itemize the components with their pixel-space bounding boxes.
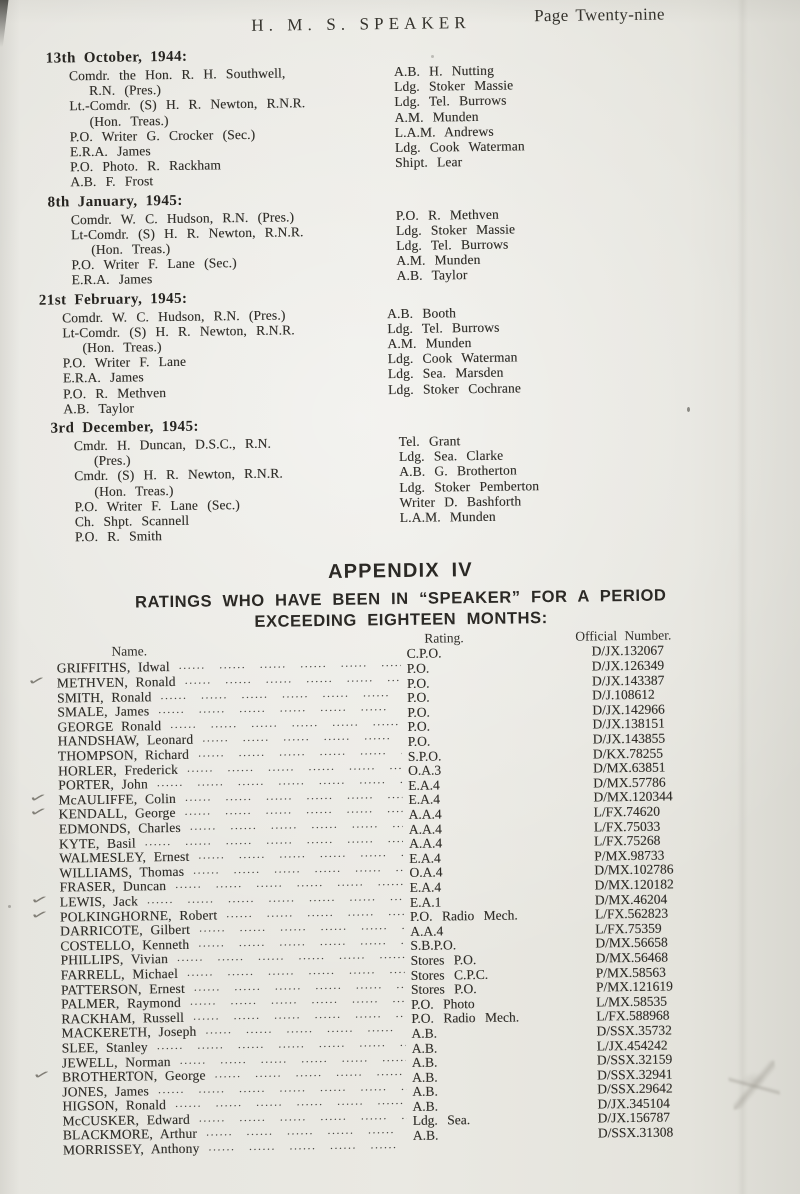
rating-name-text: Ldg. Stoker Pemberton bbox=[399, 477, 540, 495]
rating-full-name: KYTE, Basil bbox=[58, 835, 136, 852]
rating-full-name: GEORGE Ronald bbox=[57, 718, 162, 735]
officer-line bbox=[70, 170, 395, 189]
official-number-cell: D/JX.143387 bbox=[591, 672, 665, 689]
rating-full-name: DARRICOTE, Gilbert bbox=[60, 921, 191, 939]
officers-column bbox=[51, 434, 400, 545]
official-number-cell: L/FX.75033 bbox=[593, 818, 661, 835]
rating-cell: A.B. bbox=[411, 1054, 438, 1070]
page-number: Page Twenty-nine bbox=[534, 4, 665, 26]
ratings-column bbox=[396, 203, 727, 283]
officer-name-text: Comdr. W. C. Hudson, R.N. (Pres.) bbox=[61, 307, 286, 326]
rating-cell: P.O. Radio Mech. bbox=[409, 907, 518, 925]
rating-name-text: Tel. Grant bbox=[398, 433, 461, 450]
rating-cell: P.O. bbox=[406, 660, 430, 677]
rating-full-name: JONES, James bbox=[62, 1083, 150, 1100]
official-number-cell: P/MX.121619 bbox=[595, 978, 673, 995]
rating-full-name: MACKERETH, Joseph bbox=[61, 1024, 197, 1041]
officer-name-text: Cmdr. (S) H. R. Newton, R.N.R. bbox=[74, 465, 283, 484]
rating-full-name: PATTERSON, Ernest bbox=[60, 980, 185, 998]
rating-full-name: BLACKMORE, Arthur bbox=[62, 1126, 198, 1143]
rating-full-name: SMALE, James bbox=[57, 703, 150, 720]
official-number-cell: D/MX.120182 bbox=[594, 876, 674, 893]
rating-full-name: FARRELL, Michael bbox=[60, 965, 179, 983]
pencil-checkmark-icon bbox=[26, 673, 47, 690]
official-number-cell: D/MX.56658 bbox=[595, 934, 668, 951]
rating-name-text: Ldg. Tel. Burrows bbox=[396, 236, 509, 254]
rating-cell: S.B.P.O. bbox=[410, 937, 457, 954]
officer-name-text: Ch. Shpt. Scannell bbox=[74, 512, 190, 530]
officers-column bbox=[48, 208, 397, 289]
rating-name-text: Ldg. Cook Waterman bbox=[387, 349, 518, 367]
appendix-title: APPENDIX IV bbox=[327, 559, 474, 584]
rating-full-name: PHILLIPS, Vivian bbox=[60, 951, 169, 968]
rating-full-name: BROTHERTON, George bbox=[61, 1067, 206, 1085]
rating-full-name: RACKHAM, Russell bbox=[61, 1009, 185, 1027]
rating-full-name: WALMESLEY, Ernest bbox=[59, 848, 190, 866]
rating-name-text: Ldg. Sea. Clarke bbox=[398, 447, 504, 465]
officer-name-text: E.R.A. James bbox=[71, 271, 153, 288]
officer-name-text: Lt-Comdr. (S) H. R. Newton, R.N.R. bbox=[62, 322, 295, 341]
rating-cell: P.O. Radio Mech. bbox=[411, 1009, 520, 1027]
rating-cell: C.P.O. bbox=[406, 645, 442, 662]
officer-name-text: E.R.A. James bbox=[69, 143, 151, 160]
rating-name-text: Ldg. Cook Waterman bbox=[394, 138, 525, 156]
pencil-checkmark-icon bbox=[28, 804, 49, 821]
official-number-cell: P/MX.58563 bbox=[595, 964, 666, 981]
rating-full-name: THOMPSON, Richard bbox=[57, 746, 190, 764]
rating-full-name: EDMONDS, Charles bbox=[58, 819, 181, 837]
rating-full-name: WILLIAMS, Thomas bbox=[59, 863, 185, 881]
rating-full-name: SLEE, Stanley bbox=[61, 1039, 148, 1056]
rating-cell: A.A.4 bbox=[408, 821, 442, 837]
column-header-rating: Rating. bbox=[424, 630, 464, 647]
rating-cell: A.A.4 bbox=[408, 835, 443, 852]
officer-name-text: A.B. F. Frost bbox=[70, 173, 154, 190]
rating-cell: P.O. bbox=[407, 689, 430, 706]
rating-name-text: L.A.M. Andrews bbox=[394, 123, 494, 140]
rating-name-text: Ldg. Tel. Burrows bbox=[387, 319, 500, 336]
rating-cell: P.O. bbox=[406, 675, 430, 691]
meeting-columns bbox=[46, 59, 796, 190]
rating-cell: E.A.4 bbox=[409, 879, 442, 895]
rating-cell: P.O. bbox=[407, 704, 430, 720]
officer-name-text: P.O. Writer F. Lane (Sec.) bbox=[74, 496, 240, 515]
officer-name-text: P.O. Photo. R. Rackham bbox=[70, 157, 222, 175]
rating-full-name: SMITH, Ronald bbox=[56, 688, 152, 706]
page-title: H. M. S. SPEAKER bbox=[251, 13, 471, 35]
rating-cell: O.A.3 bbox=[407, 762, 442, 779]
officers-column bbox=[39, 306, 388, 417]
officer-name-text: Cmdr. H. Duncan, D.S.C., R.N. bbox=[73, 435, 272, 454]
meeting-section bbox=[50, 411, 800, 545]
rating-cell: E.A.1 bbox=[409, 894, 442, 910]
officer-name-text: P.O. Writer G. Crocker (Sec.) bbox=[69, 126, 256, 145]
rating-line bbox=[395, 151, 725, 171]
rating-full-name: JEWELL, Norman bbox=[61, 1053, 171, 1070]
rating-cell: P.O. bbox=[407, 733, 431, 749]
meeting-minutes-list bbox=[0, 41, 800, 546]
rating-cell: A.B. bbox=[411, 1040, 438, 1056]
officer-name-text: (Hon. Treas.) bbox=[91, 241, 171, 258]
officer-line bbox=[75, 525, 400, 544]
official-number-cell: L/FX.562823 bbox=[594, 905, 669, 922]
officer-name-text: (Hon. Treas.) bbox=[82, 339, 162, 356]
officer-name-text: R.N. (Pres.) bbox=[89, 82, 162, 99]
official-number-cell: D/SSX.31308 bbox=[597, 1124, 674, 1141]
officer-line bbox=[72, 268, 397, 287]
rating-full-name: PORTER, John bbox=[58, 776, 148, 793]
rating-full-name: HANDSHAW, Leonard bbox=[57, 732, 194, 749]
rating-full-name: FRASER, Duncan bbox=[59, 878, 167, 895]
rating-name-text: A.M. Munden bbox=[387, 335, 472, 352]
official-number-cell: L/JX.454242 bbox=[596, 1037, 668, 1053]
official-number-cell: D/JX.132067 bbox=[591, 643, 664, 659]
ratings-column bbox=[394, 60, 726, 186]
official-number-cell: D/J.108612 bbox=[591, 686, 655, 703]
officer-name-text: (Hon. Treas.) bbox=[89, 112, 169, 129]
rating-cell: S.P.O. bbox=[407, 748, 442, 764]
rating-full-name: POLKINGHORNE, Robert bbox=[59, 907, 218, 925]
meeting-columns bbox=[51, 429, 800, 545]
meeting-date-heading: 8th January, 1945: bbox=[47, 192, 183, 211]
officer-name-text: P.O. R. Smith bbox=[74, 528, 163, 545]
official-number-cell: D/JX.345104 bbox=[597, 1095, 670, 1112]
officer-name-text: P.O. R. Methven bbox=[62, 384, 167, 402]
rating-cell: E.A.4 bbox=[408, 791, 441, 808]
official-number-cell: D/JX.138151 bbox=[592, 716, 665, 732]
rating-full-name: COSTELLO, Kenneth bbox=[60, 936, 190, 954]
appendix-subtitle-line1: RATINGS WHO HAVE BEEN IN “SPEAKER” FOR A PERIOD bbox=[135, 587, 667, 612]
rating-name-text: Writer D. Bashforth bbox=[399, 493, 522, 510]
officer-name-text: P.O. Writer F. Lane (Sec.) bbox=[71, 255, 237, 273]
rating-cell: P.O. Photo bbox=[411, 995, 475, 1012]
rating-line bbox=[388, 377, 718, 397]
official-number-cell: L/FX.588968 bbox=[596, 1007, 670, 1024]
meeting-date-heading: 3rd December, 1945: bbox=[50, 418, 200, 437]
rating-name-text: Ldg. Sea. Marsden bbox=[387, 365, 504, 382]
official-number-cell: D/SSX.29642 bbox=[597, 1080, 673, 1097]
meeting-date-heading: 13th October, 1944: bbox=[45, 48, 188, 67]
rating-line bbox=[396, 264, 726, 284]
meeting-section bbox=[46, 41, 796, 190]
rating-full-name: PALMER, Raymond bbox=[60, 995, 182, 1012]
rating-name-text: Ldg. Tel. Burrows bbox=[394, 92, 507, 110]
column-header-official-number: Official Number. bbox=[575, 627, 672, 645]
rating-name-text: Ldg. Stoker Massie bbox=[394, 77, 514, 95]
ratings-table bbox=[56, 627, 763, 1158]
meeting-date-heading: 21st February, 1945: bbox=[38, 290, 188, 309]
rating-cell: A.B. bbox=[412, 1127, 439, 1143]
rating-cell: A.B. bbox=[412, 1098, 439, 1114]
meeting-columns bbox=[39, 300, 798, 416]
officer-name-text: P.O. Writer F. Lane bbox=[62, 354, 187, 371]
rating-full-name: METHVEN, Ronald bbox=[56, 674, 176, 691]
officers-column bbox=[46, 64, 396, 190]
meeting-columns bbox=[48, 202, 797, 288]
meeting-section bbox=[39, 282, 799, 416]
rating-full-name: McCUSKER, Edward bbox=[62, 1111, 190, 1129]
rating-cell: Ldg. Sea. bbox=[412, 1112, 471, 1129]
appendix-subtitle-line2: EXCEEDING EIGHTEEN MONTHS: bbox=[254, 609, 548, 632]
rating-full-name: LEWIS, Jack bbox=[59, 893, 139, 910]
rating-name-text: A.B. H. Nutting bbox=[393, 62, 494, 80]
officer-name-text: A.B. Taylor bbox=[63, 400, 135, 417]
rating-cell: O.A.4 bbox=[409, 864, 443, 881]
rating-cell: A.B. bbox=[411, 1069, 438, 1085]
column-header-name: Name. bbox=[111, 643, 148, 660]
official-number-cell: L/MX.58535 bbox=[595, 993, 668, 1010]
rating-name-text: Ldg. Stoker Cochrane bbox=[387, 380, 522, 397]
rating-cell: Stores C.P.C. bbox=[410, 966, 489, 983]
rating-cell: A.A.4 bbox=[408, 806, 442, 822]
official-number-cell: D/MX.57786 bbox=[593, 774, 666, 791]
rating-name-text: A.M. Munden bbox=[394, 108, 479, 125]
rating-name-text: P.O. R. Methven bbox=[395, 206, 499, 223]
meeting-section bbox=[47, 184, 796, 288]
rating-name-text: A.B. Booth bbox=[386, 304, 457, 321]
rating-cell: A.B. bbox=[412, 1083, 438, 1100]
rating-name-text: A.B. G. Brotherton bbox=[399, 462, 517, 480]
official-number-cell: D/JX.156787 bbox=[597, 1110, 671, 1126]
rating-full-name: HORLER, Frederick bbox=[57, 761, 179, 779]
officer-name-text: (Hon. Treas.) bbox=[94, 482, 174, 499]
official-number-cell: L/FX.75268 bbox=[593, 832, 661, 849]
official-number-cell: L/FX.75359 bbox=[595, 920, 662, 937]
pencil-checkmark-icon bbox=[31, 1067, 52, 1084]
pencil-checkmark-icon bbox=[29, 907, 50, 924]
rating-cell: Stores P.O. bbox=[410, 951, 477, 968]
rating-name-text: Ldg. Stoker Massie bbox=[395, 221, 516, 238]
officer-line bbox=[63, 397, 388, 416]
appendix-section bbox=[0, 555, 800, 1159]
official-number-cell: D/SSX.32159 bbox=[596, 1051, 673, 1068]
official-number-cell: D/JX.143855 bbox=[592, 730, 666, 747]
officer-name-text: Comdr. W. C. Hudson, R.N. (Pres.) bbox=[70, 208, 295, 227]
rating-full-name: MORRISSEY, Anthony bbox=[62, 1140, 200, 1158]
official-number-cell: D/MX.102786 bbox=[594, 861, 674, 878]
rating-name-text: Shipt. Lear bbox=[394, 154, 463, 171]
rating-cell: A.B. bbox=[411, 1025, 438, 1041]
rating-name-text: A.B. Taylor bbox=[396, 267, 468, 284]
official-number-cell: D/MX.120344 bbox=[593, 788, 673, 805]
rating-name-text: L.A.M. Munden bbox=[399, 508, 496, 526]
official-number-cell: D/MX.56468 bbox=[595, 949, 669, 966]
rating-cell: E.A.4 bbox=[408, 777, 440, 793]
ratings-column bbox=[399, 430, 730, 541]
rating-cell: A.A.4 bbox=[410, 923, 444, 939]
rating-name-text: A.M. Munden bbox=[396, 252, 481, 269]
rating-cell: P.O. bbox=[407, 719, 431, 735]
officer-name-text: (Pres.) bbox=[93, 452, 131, 469]
official-number-cell: D/MX.63851 bbox=[592, 759, 666, 776]
rating-full-name: HIGSON, Ronald bbox=[62, 1097, 167, 1114]
rating-full-name: GRIFFITHS, Idwal bbox=[56, 659, 170, 676]
official-number-cell: P/MX.98733 bbox=[594, 847, 665, 864]
official-number-cell: D/SSX.32941 bbox=[596, 1066, 673, 1083]
rating-line bbox=[400, 506, 730, 526]
dotted-leader bbox=[208, 1139, 407, 1156]
name-cell bbox=[63, 1139, 413, 1158]
rating-cell: E.A.4 bbox=[409, 850, 441, 866]
official-number-cell: D/SSX.35732 bbox=[596, 1022, 672, 1039]
officer-name-text: Lt.-Comdr. (S) H. R. Newton, R.N.R. bbox=[69, 95, 306, 114]
rating-full-name: McAULIFFE, Colin bbox=[58, 790, 177, 808]
officer-name-text: Comdr. the Hon. R. H. Southwell, bbox=[68, 65, 286, 84]
ratings-column bbox=[387, 301, 718, 412]
officer-name-text: Lt-Comdr. (S) H. R. Newton, R.N.R. bbox=[70, 224, 304, 243]
officer-name-text: E.R.A. James bbox=[62, 369, 144, 386]
official-number-cell: D/JX.142966 bbox=[592, 701, 665, 718]
official-number-cell: D/JX.126349 bbox=[591, 657, 665, 674]
official-number-cell: L/FX.74620 bbox=[593, 803, 661, 820]
rating-cell: Stores P.O. bbox=[410, 981, 477, 998]
rating-full-name: KENDALL, George bbox=[58, 805, 176, 822]
official-number-cell: D/KX.78255 bbox=[592, 745, 664, 762]
official-number-cell: D/MX.46204 bbox=[594, 891, 668, 908]
